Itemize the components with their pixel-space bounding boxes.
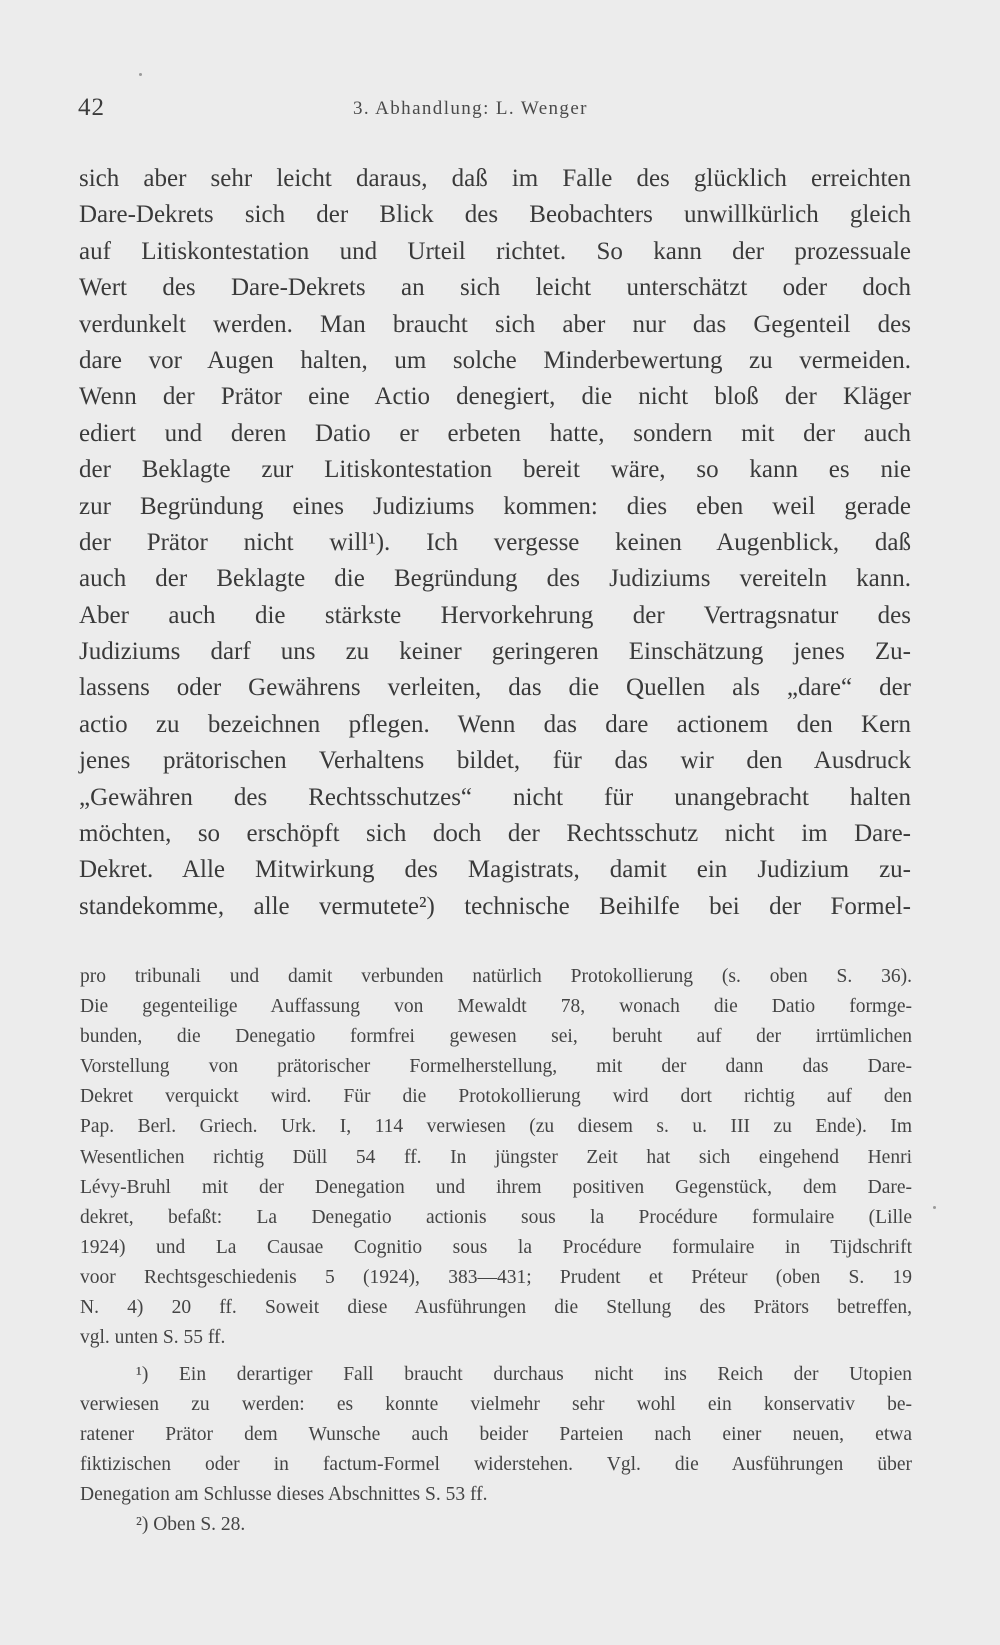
text-line: standekomme, alle vermutete²) technische Beihilfe bei der Formel-	[79, 892, 911, 920]
text-line: Dekret. Alle Mitwirkung des Magistrats, damit ein Judizium zu-	[79, 856, 911, 884]
footnote-line: Dekret verquickt wird. Für die Protokollierung wird dort richtig auf den	[80, 1086, 912, 1108]
running-head: 3. Abhandlung: L. Wenger	[353, 98, 588, 119]
text-line: Wert des Dare-Dekrets an sich leicht unterschätzt oder doch	[79, 274, 911, 302]
text-line: lassens oder Gewährens verleiten, das die Quellen als „dare“ der	[79, 674, 911, 702]
text-line: Wenn der Prätor eine Actio denegiert, die nicht bloß der Kläger	[79, 383, 911, 411]
footnote-line: fiktizischen oder in factum-Formel widerstehen. Vgl. die Ausführungen über	[80, 1454, 912, 1476]
footnote-line: pro tribunali und damit verbunden natürlich Protokollierung (s. oben S. 36).	[80, 966, 912, 987]
footnote-line: Lévy-Bruhl mit der Denegation und ihrem positiven Gegenstück, dem Dare-	[80, 1176, 912, 1198]
text-line: der Beklagte zur Litiskontestation bereit wäre, so kann es nie	[79, 456, 911, 484]
footnote-line: ratener Prätor dem Wunsche auch beider Parteien nach einer neuen, etwa	[80, 1424, 912, 1446]
page-header	[78, 94, 910, 128]
footnote-line: vgl. unten S. 55 ff.	[80, 1327, 226, 1349]
text-line: dare vor Augen halten, um solche Minderbewertung zu vermeiden.	[79, 346, 911, 374]
footnote-line: Die gegenteilige Auffassung von Mewaldt 78, wonach die Datio formge-	[80, 996, 912, 1018]
paper-speck	[139, 73, 142, 76]
footnote-line: dekret, befaßt: La Denegatio actionis sous la Procédure formulaire (Lille	[80, 1206, 912, 1228]
text-line: auch der Beklagte die Begründung des Judiziums vereiteln kann.	[79, 565, 911, 593]
text-line: actio zu bezeichnen pflegen. Wenn das dare actionem den Kern	[79, 710, 911, 738]
text-line: „Gewähren des Rechtsschutzes“ nicht für unangebracht halten	[79, 783, 911, 811]
footnote-line: verwiesen zu werden: es konnte vielmehr sehr wohl ein konservativ be-	[80, 1394, 912, 1416]
footnote-line: Denegation am Schlusse dieses Abschnittes S. 53 ff.	[80, 1484, 488, 1506]
footnote-line: Vorstellung von prätorischer Formelherstellung, mit der dann das Dare-	[80, 1056, 912, 1078]
page-number: 42	[78, 94, 105, 121]
main-text	[79, 161, 911, 925]
footnote-2	[80, 1510, 912, 1540]
footnote-line: Pap. Berl. Griech. Urk. I, 114 verwiesen (zu diesem s. u. III zu Ende). Im	[80, 1116, 912, 1138]
text-line: der Prätor nicht will¹). Ich vergesse keinen Augenblick, daß	[79, 528, 911, 556]
text-line: verdunkelt werden. Man braucht sich aber nur das Gegenteil des	[79, 310, 911, 338]
footnote-line: ¹) Ein derartiger Fall braucht durchaus nicht ins Reich der Utopien	[136, 1364, 912, 1385]
footnote-continuation	[80, 962, 912, 1353]
footnote-line: N. 4) 20 ff. Soweit diese Ausführungen die Stellung des Prätors betreffen,	[80, 1297, 912, 1319]
text-line: zur Begründung eines Judiziums kommen: dies eben weil gerade	[79, 492, 911, 520]
footnote-line: Wesentlichen richtig Düll 54 ff. In jüngster Zeit hat sich eingehend Henri	[80, 1146, 912, 1168]
text-line: jenes prätorischen Verhaltens bildet, für das wir den Ausdruck	[79, 747, 911, 775]
footnote-line: ²) Oben S. 28.	[136, 1514, 246, 1535]
text-line: auf Litiskontestation und Urteil richtet. So kann der prozessuale	[79, 237, 911, 265]
paper-speck	[933, 1206, 936, 1209]
footnote-1	[80, 1360, 912, 1510]
text-line: sich aber sehr leicht daraus, daß im Falle des glücklich erreichten	[79, 165, 911, 192]
text-line: Judiziums darf uns zu keiner geringeren Einschätzung jenes Zu-	[79, 638, 911, 666]
text-line: ediert und deren Datio er erbeten hatte, sondern mit der auch	[79, 419, 911, 447]
footnote-line: bunden, die Denegatio formfrei gewesen sei, beruht auf der irrtümlichen	[80, 1026, 912, 1048]
text-line: möchten, so erschöpft sich doch der Rechtsschutz nicht im Dare-	[79, 820, 911, 848]
footnote-line: voor Rechtsgeschiedenis 5 (1924), 383—431; Prudent et Préteur (oben S. 19	[80, 1266, 912, 1288]
text-line: Aber auch die stärkste Hervorkehrung der Vertragsnatur des	[79, 601, 911, 629]
footnote-line: 1924) und La Causae Cognitio sous la Procédure formulaire in Tijdschrift	[80, 1236, 912, 1258]
text-line: Dare-Dekrets sich der Blick des Beobachters unwillkürlich gleich	[79, 201, 911, 229]
